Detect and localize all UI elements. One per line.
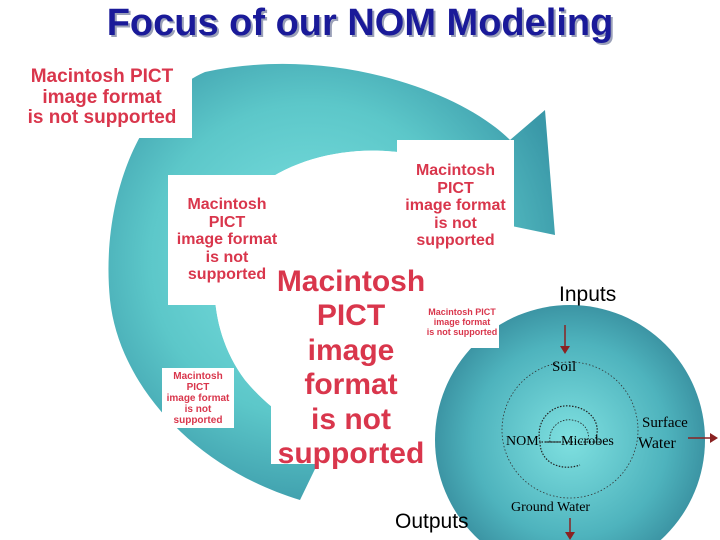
pict-line2: image format <box>433 317 491 328</box>
pict-line2: image format <box>176 231 278 249</box>
pict-placeholder-center <box>271 264 431 470</box>
microbes-label: Microbes <box>561 434 614 449</box>
pict-line3: is not supported <box>187 248 267 284</box>
water-label: Water <box>638 435 676 452</box>
pict-line2: image format <box>42 86 162 108</box>
pict-line1: Macintosh PICT <box>428 307 496 318</box>
pict-placeholder-small-center <box>425 298 499 348</box>
surface-label: Surface <box>642 415 688 431</box>
pict-line3: is not supported <box>426 326 498 337</box>
nom-label: NOM <box>506 434 539 449</box>
pict-line2: image format <box>166 392 230 404</box>
pict-line1: Macintosh PICT <box>415 162 496 197</box>
page-title: Focus of our NOM Modeling <box>106 2 614 44</box>
pict-line3: is not supported <box>27 107 177 129</box>
pict-line1: Macintosh PICT <box>276 264 426 332</box>
pict-line1: Macintosh PICT <box>173 370 223 393</box>
pict-placeholder-top-right <box>397 140 514 272</box>
surface-water-arrow-head <box>710 433 718 443</box>
pict-line2: image format <box>405 197 506 215</box>
pict-line1: Macintosh PICT <box>187 196 267 231</box>
ground-water-label: Ground Water <box>511 500 591 515</box>
outputs-label: Outputs <box>395 510 469 533</box>
soil-label: Soil <box>552 359 577 375</box>
pict-line2: image format <box>304 333 398 401</box>
pict-placeholder-left <box>168 175 286 305</box>
pict-line3: is not supported <box>173 403 223 426</box>
pict-line3: is not supported <box>277 402 425 470</box>
pict-placeholder-top-left <box>12 58 192 138</box>
pict-placeholder-small-left <box>162 368 234 428</box>
pict-line3: is not supported <box>416 214 495 250</box>
inputs-label: Inputs <box>559 283 617 306</box>
pict-line1: Macintosh PICT <box>30 65 174 87</box>
